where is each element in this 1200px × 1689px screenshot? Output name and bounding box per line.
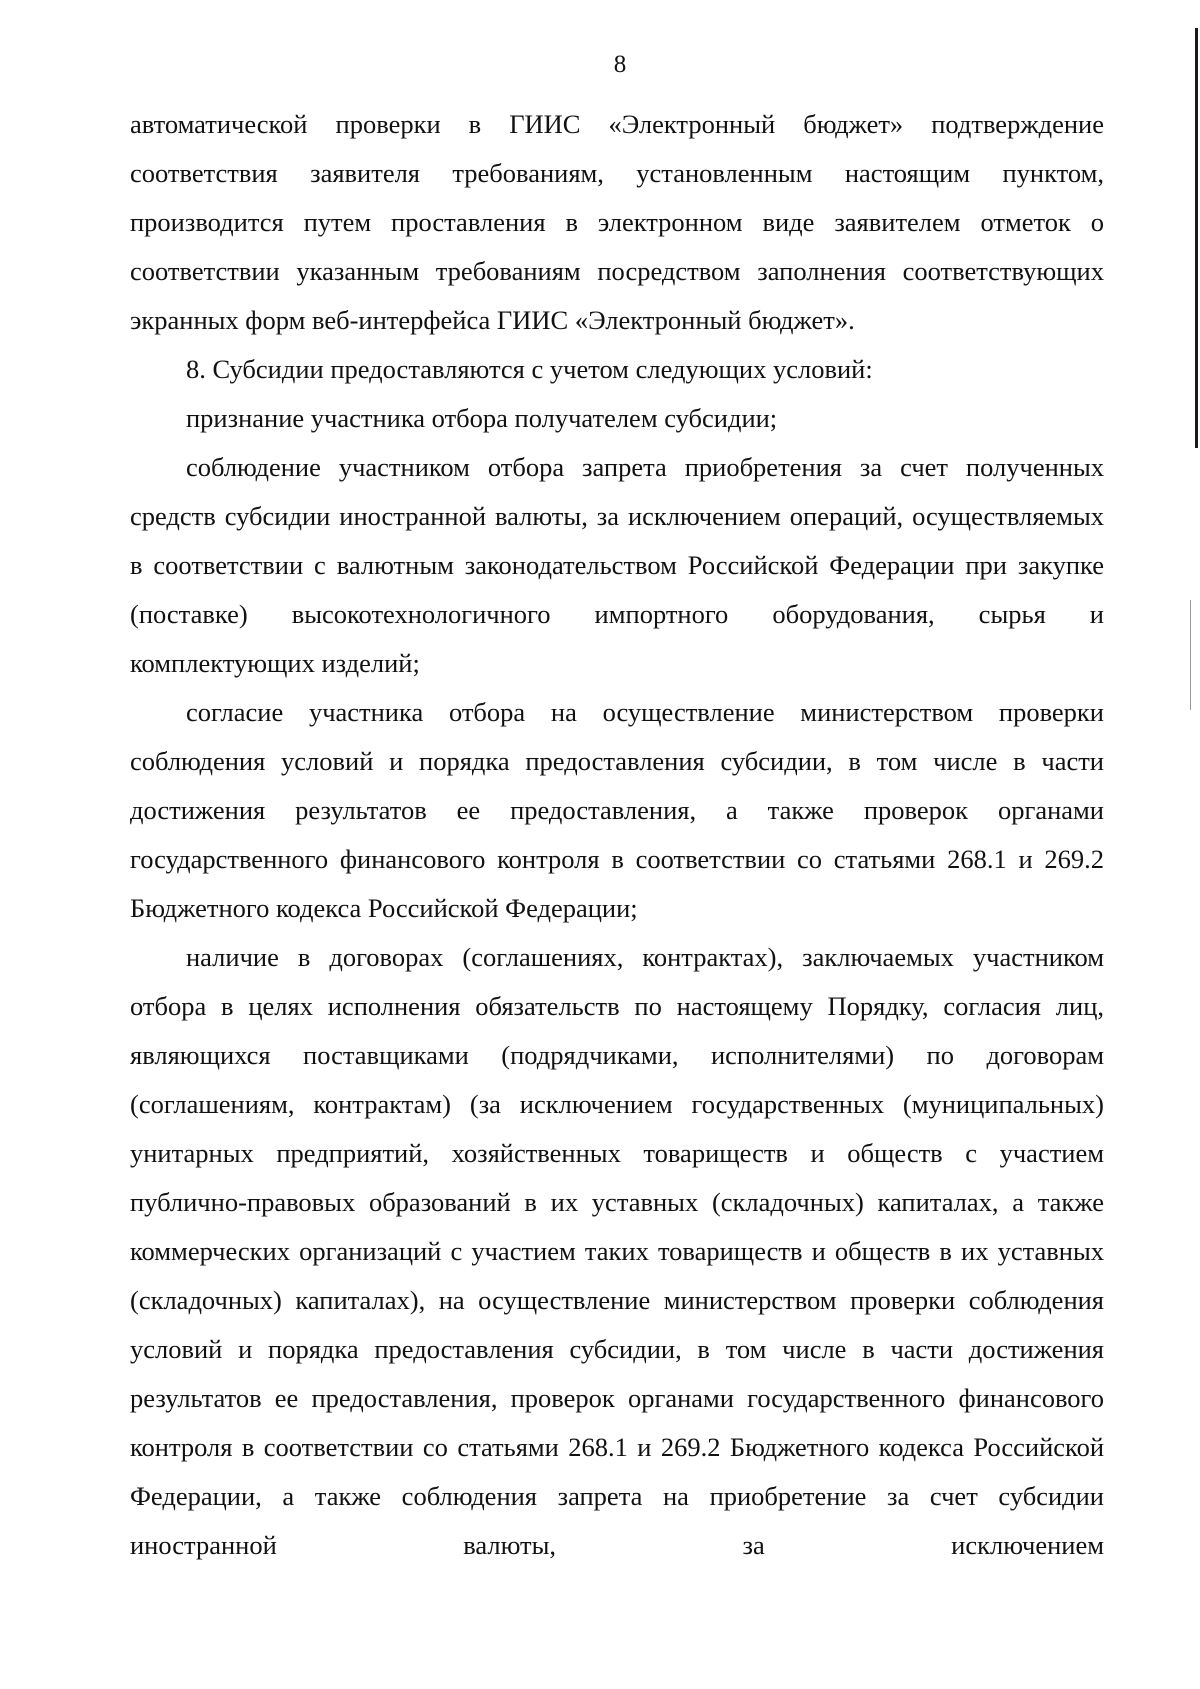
document-body bbox=[130, 100, 1104, 1570]
paragraph-condition-currency-ban: соблюдение участником отбора запрета приобретения за счет полученных средств субсидии иностранной валюты, за исключением операций, осуществляемых в соответствии с валютным законодательством Российской Федерации при закупке (поставке) высокотехнологичного импортного оборудования, сырья и комплектующих изделий; bbox=[130, 452, 1104, 678]
paragraph-condition-contracts: наличие в договорах (соглашениях, контрактах), заключаемых участником отбора в целях исполнения обязательств по настоящему Порядку, согласия лиц, являющихся поставщиками (подрядчиками, исполнителями) по договорам (соглашениям, контрактам) (за исключением государственных (муниципальных) унитарных предприятий, хозяйственных товариществ и обществ с участием публично-правовых образований в их уставных (складочных) капиталах, а также коммерческих организаций с участием таких товариществ и обществ в их уставных (складочных) капиталах), на осуществление министерством проверки соблюдения условий и порядка предоставления субсидии, в том числе в части достижения результатов ее предоставления, проверок органами государственного финансового контроля в соответствии со статьями 268.1 и 269.2 Бюджетного кодекса Российской Федерации, а также соблюдения запрета на приобретение за счет субсидии иностранной валюты, за исключением bbox=[130, 942, 1104, 1560]
scan-edge-mark bbox=[1190, 600, 1191, 710]
paragraph-condition-recognition: признание участника отбора получателем субсидии; bbox=[186, 403, 778, 433]
paragraph-clause-8: 8. Субсидии предоставляются с учетом следующих условий: bbox=[186, 354, 873, 384]
paragraph-continuation: автоматической проверки в ГИИС «Электронный бюджет» подтверждение соответствия заявителя требованиям, установленным настоящим пунктом, производится путем проставления в электронном виде заявителем отметок о соответствии указанным требованиям посредством заполнения соответствующих экранных форм веб-интерфейса ГИИС «Электронный бюджет». bbox=[130, 109, 1104, 335]
paragraph-condition-consent-audit: согласие участника отбора на осуществление министерством проверки соблюдения условий и порядка предоставления субсидии, в том числе в части достижения результатов ее предоставления, а также проверок органами государственного финансового контроля в соответствии со статьями 268.1 и 269.2 Бюджетного кодекса Российской Федерации; bbox=[130, 697, 1104, 923]
page-number: 8 bbox=[613, 51, 627, 78]
scan-edge-line bbox=[1195, 28, 1198, 448]
